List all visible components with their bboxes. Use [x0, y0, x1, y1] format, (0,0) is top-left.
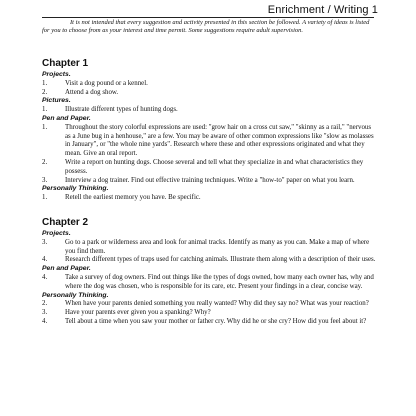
section-heading: Personally Thinking.: [42, 291, 109, 299]
item-number: 2.: [42, 158, 48, 166]
page-header: Enrichment / Writing 1: [267, 4, 378, 16]
item-number: 4.: [42, 273, 48, 281]
item-text: Take a survey of dog owners. Find out things like the types of dogs owned, how many each owner has, why and where the dog was chosen, who is responsible for its care, etc. Present your findings in a clear, concise way.: [65, 273, 374, 290]
list-item: [42, 194, 378, 203]
item-text: Write a report on hunting dogs. Choose several and tell what they specialize in and what characteristics they possess.: [65, 158, 364, 175]
item-text: Attend a dog show.: [65, 88, 119, 96]
item-number: 1.: [42, 106, 48, 114]
item-number: 3.: [42, 238, 48, 246]
item-number: 1.: [42, 123, 48, 131]
list-item: [42, 177, 378, 186]
list-item: [42, 106, 378, 115]
list-item: [42, 124, 378, 159]
item-number: 2.: [42, 300, 48, 308]
list-item: [42, 89, 378, 98]
chapter-title: Chapter 1: [42, 58, 89, 69]
section-heading: Pen and Paper.: [42, 114, 91, 122]
item-number: 3.: [42, 176, 48, 184]
header-rule: [42, 17, 374, 18]
item-text: Throughout the story colorful expressions are used: "grow hair on a cross cut saw," "skinny as a rail," "nervous as a June bug in a henhouse," are a few. You may be aware of other common expressions like "slow as molasses in January", or "the whole nine yards". Research where these and other expressions originated and what they mean. Give an oral report.: [65, 123, 374, 158]
section-heading: Projects.: [42, 71, 71, 78]
intro-note: It is not intended that every suggestion and activity presented in this section be followed. A variety of ideas is listed for you to choose from as your interest and time permit. Some suggestions require adult supervision.: [42, 19, 370, 35]
list-item: [42, 318, 378, 327]
list-item: [42, 239, 378, 257]
list-item: [42, 80, 378, 89]
document-content: [42, 58, 378, 327]
item-number: 4.: [42, 256, 48, 264]
item-text: Research different types of traps used for catching animals. Illustrate them along with a description of their uses.: [65, 256, 376, 264]
list-item: [42, 159, 378, 177]
section-heading: Pictures.: [42, 97, 71, 105]
item-number: 3.: [42, 309, 48, 317]
item-text: Visit a dog pound or a kennel.: [65, 79, 148, 87]
list-item: [42, 300, 378, 309]
list-item: [42, 274, 378, 292]
item-number: 1.: [42, 79, 48, 87]
item-number: 4.: [42, 317, 48, 325]
item-text: When have your parents denied something you really wanted? Why did they say no? What was your reaction?: [65, 300, 369, 308]
list-item: [42, 256, 378, 265]
section-heading: Pen and Paper.: [42, 265, 91, 273]
list-item: [42, 309, 378, 318]
item-number: 2.: [42, 88, 48, 96]
section-heading: Projects.: [42, 229, 71, 237]
item-text: Go to a park or wilderness area and look for animal tracks. Identify as many as you can. Make a map of where you find them.: [65, 238, 370, 255]
section-heading: Personally Thinking.: [42, 185, 109, 193]
item-text: Tell about a time when you saw your mother or father cry. Why did he or she cry? How did you feel about it?: [65, 317, 367, 325]
item-text: Interview a dog trainer. Find out effective training techniques. Write a "how-to" paper on what you learn.: [65, 176, 355, 184]
item-text: Retell the earliest memory you have. Be specific.: [65, 194, 201, 202]
item-text: Have your parents ever given you a spanking? Why?: [65, 309, 211, 317]
item-number: 1.: [42, 194, 48, 202]
item-text: Illustrate different types of hunting dogs.: [65, 106, 178, 114]
chapter-title: Chapter 2: [42, 216, 89, 228]
